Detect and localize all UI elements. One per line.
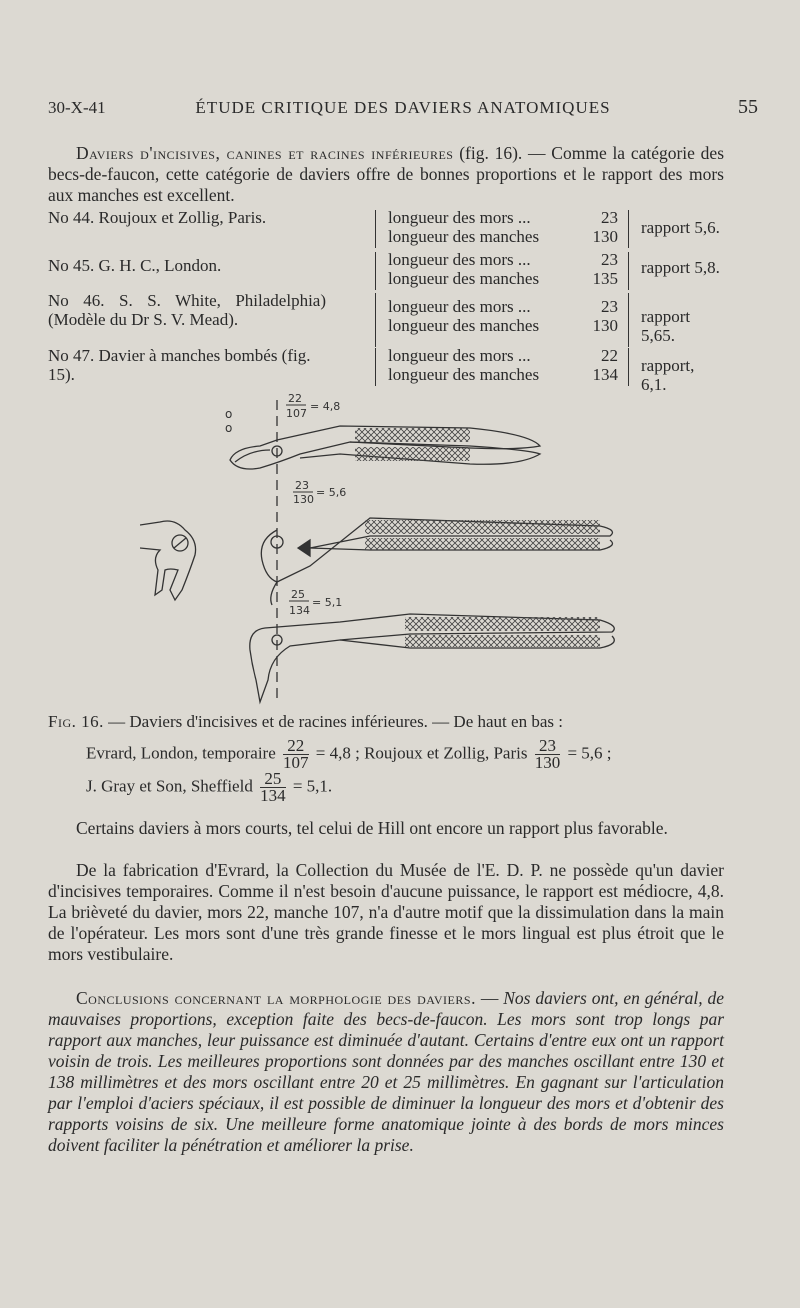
svg-text:o: o [225, 421, 233, 435]
specimen-name: No 47. Davier à manches bombés (fig. 15). [48, 346, 311, 384]
forceps-figure [140, 390, 670, 705]
caption-value: = 4,8 ; [315, 743, 360, 763]
specimen-name: No 44. Roujoux et Zollig, Paris. [48, 208, 267, 227]
fraction: $\frac{25}{134}$ [260, 769, 286, 805]
divider [628, 210, 629, 248]
section-title-ref: (fig. 16). — [453, 143, 546, 163]
caption-value: = 5,6 ; [567, 743, 612, 763]
divider [628, 293, 629, 347]
manches-label: longueur des manches [388, 269, 540, 288]
specimen-row [48, 291, 724, 349]
manches-value: 135 [592, 269, 618, 288]
mors-label: longueur des mors ... [388, 346, 531, 365]
divider [628, 348, 629, 386]
annotation-numerator: 25 [291, 588, 305, 601]
caption-value: = 5,1. [292, 776, 333, 796]
section-title: Daviers d'incisives, canines et racines inférieures [76, 143, 454, 163]
svg-text:o: o [225, 407, 233, 421]
forceps-gray [250, 614, 614, 702]
caption-roujoux: Roujoux et Zollig, Paris [364, 743, 528, 763]
caption-line1: — Daviers d'incisives et de racines inférieures. — De haut en bas : [103, 712, 563, 731]
specimen-row [48, 208, 724, 248]
fraction: $\frac{22}{107}$ [283, 736, 309, 772]
annotation-numerator: 23 [295, 479, 309, 492]
manches-value: 130 [592, 227, 618, 246]
section-conclusions [48, 988, 724, 1156]
specimen-row [48, 250, 724, 290]
annotation-value: = 5,6 [316, 486, 347, 499]
mors-value: 23 [601, 297, 618, 316]
annotation-value: = 5,1 [312, 596, 343, 609]
divider [375, 293, 376, 347]
rapport: rapport 5,65. [641, 307, 691, 345]
rapport: rapport 5,8. [641, 258, 720, 277]
section-title: Conclusions concernant la morphologie des daviers. [76, 988, 476, 1008]
caption-gray: J. Gray et Son, Sheffield [86, 776, 253, 796]
forceps-roujoux [261, 518, 612, 605]
rapport: rapport, 6,1. [641, 356, 695, 394]
forceps-side-view [140, 521, 196, 600]
divider [375, 210, 376, 248]
mors-value: 23 [601, 208, 618, 227]
paragraph-hill [48, 818, 724, 839]
header-date: 30-X-41 [48, 98, 106, 117]
header-title: ÉTUDE CRITIQUE DES DAVIERS ANATOMIQUES [195, 98, 611, 117]
annotation-value: = 4,8 [310, 400, 341, 413]
annotation-numerator: 22 [288, 392, 302, 405]
manches-value: 130 [592, 316, 618, 335]
rapport: rapport 5,6. [641, 218, 720, 237]
manches-value: 134 [592, 365, 618, 384]
divider [375, 348, 376, 386]
mors-label: longueur des mors ... [388, 297, 531, 316]
paragraph-text: De la fabrication d'Evrard, la Collection du Musée de l'E. D. P. ne possède qu'un davier d'incisives temporaires. Comme il n'est besoin d'aucune puissance, le rapport est médiocre, 4,8. La brièveté du davier, mors 22, manche 107, n'a d'autre motif que la dissimulation dans la main de l'opérateur. Les mors sont d'une très grande finesse et le mors lingual est plus étroit que le mors vestibulaire. [48, 860, 724, 964]
figure-label: Fig. 16. [48, 712, 104, 731]
fraction: $\frac{23}{130}$ [534, 736, 561, 772]
manches-label: longueur des manches [388, 316, 540, 335]
figure-caption [48, 712, 728, 804]
paragraph-evrard [48, 860, 724, 965]
mors-value: 22 [601, 346, 618, 365]
paragraph-text: Certains daviers à mors courts, tel celui de Hill ont encore un rapport plus favorable. [76, 818, 668, 838]
mors-value: 23 [601, 250, 618, 269]
specimen-name: No 46. S. S. White, Philadelphia) (Modèle du Dr S. V. Mead). [48, 291, 326, 329]
annotation-denominator: 134 [289, 604, 310, 617]
caption-evrard: Evrard, London, temporaire [86, 743, 276, 763]
divider [628, 252, 629, 290]
mors-label: longueur des mors ... [388, 250, 531, 269]
specimen-row [48, 346, 724, 394]
manches-label: longueur des manches [388, 227, 540, 246]
running-header [48, 98, 758, 124]
section-text: Comme la catégorie des becs-de-faucon, cette catégorie de daviers offre de bonnes proportions et le rapport des mors aux manches est excellent. [48, 143, 724, 205]
section-dash: — [475, 988, 504, 1008]
mors-label: longueur des mors ... [388, 208, 531, 227]
section-intro [48, 143, 724, 206]
conclusion-text: Nos daviers ont, en général, de mauvaises proportions, exception faite des becs-de-faucon. Les mors sont trop longs par rapport aux manches, leur puissance est diminuée d'autant. Certains d'entre eux ont un rapport voisin de trois. Les meilleures proportions sont données par des manches oscillant entre 130 et 138 millimètres et des mors oscillant entre 20 et 25 millimètres. En gagnant sur l'articulation par l'emploi d'aciers spéciaux, il est possible de diminuer la longueur des mors et d'obtenir des rapports voisins de six. Une meilleure forme anatomique jointe à des bords de mors minces doivent faciliter la pénétration et améliorer la prise. [48, 988, 725, 1155]
divider [375, 252, 376, 290]
page-number: 55 [738, 96, 758, 118]
annotation-denominator: 130 [293, 493, 314, 506]
annotation-denominator: 107 [286, 407, 307, 420]
manches-label: longueur des manches [388, 365, 540, 384]
specimen-name: No 45. G. H. C., London. [48, 256, 222, 275]
